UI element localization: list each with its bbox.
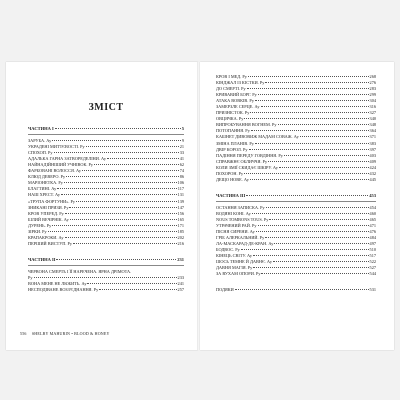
entry-title: НАШ ХРЕСТ. Ау bbox=[28, 192, 60, 198]
entry-page: 403 bbox=[369, 152, 376, 158]
leader-dots bbox=[258, 225, 369, 226]
entry-title: ШОСЬ ТЕМНЕ Й ДАВНЄ. Ау bbox=[216, 259, 272, 265]
entry-title: УКРАДЕНІ МИТТЄВОСТІ. Ру bbox=[28, 144, 85, 150]
entry-page: 41 bbox=[179, 156, 184, 162]
leader-dots bbox=[99, 289, 176, 290]
entry-page: 364 bbox=[369, 128, 376, 134]
entry-page: 33 bbox=[179, 150, 184, 156]
toc-left-column bbox=[28, 102, 184, 293]
leader-dots bbox=[251, 130, 369, 131]
entry-title: NOUS TOMBONS TOUS. Ру bbox=[216, 216, 269, 222]
right-entries-b bbox=[216, 205, 376, 278]
entry-page: 497 bbox=[369, 241, 376, 247]
entry-page: 460 bbox=[369, 210, 376, 216]
entry-page: 86 bbox=[179, 174, 184, 180]
entry-title: ВИПРОБУВАННЯ ВОГНЕМ. Ру bbox=[216, 122, 277, 128]
entry-title: БЛАГТИНІ. Ау bbox=[28, 186, 57, 192]
leader-dots bbox=[94, 164, 179, 165]
entry-page: 283 bbox=[369, 86, 376, 92]
entry-title: УТРАЧЕНИЙ РАЙ. Ру bbox=[216, 223, 257, 229]
entry-title: ВОНА МЕНЕ НЕ ЛЮБИТЬ. Ау bbox=[28, 281, 87, 287]
toc-part-1[interactable] bbox=[28, 126, 184, 132]
entry-page: 233 bbox=[177, 274, 184, 280]
entry-title: ПЕРШИЙ ВИСТУП. Ру bbox=[28, 240, 73, 246]
entry-title: ЧЕРВОНА СМЕРТЬ І ЇЇ НАРЕЧЕНА. ЯРНА ДРІМОТА. bbox=[28, 268, 132, 274]
entry-title: ЗНИКАНІ ПРИЗИ. Ру bbox=[28, 204, 69, 210]
toc-part-2[interactable] bbox=[28, 257, 184, 263]
leader-dots bbox=[248, 76, 369, 77]
entry-page: 139 bbox=[177, 198, 184, 204]
leader-dots bbox=[76, 201, 176, 202]
leader-dots bbox=[66, 176, 179, 177]
entry-page: 484 bbox=[369, 235, 376, 241]
entry-page: 165 bbox=[177, 216, 184, 222]
entry-page: 527 bbox=[369, 265, 376, 271]
leader-dots bbox=[69, 207, 176, 208]
entry-title: КАБІНЕТ ДИВОВИЖ МАДАМ СОВАЖ. Ау bbox=[216, 134, 299, 140]
entry-title: ДАВНЯ МАГІЯ. Ру bbox=[216, 265, 253, 271]
leader-dots bbox=[57, 188, 176, 189]
leader-dots bbox=[274, 243, 368, 244]
part-label: ЧАСТИНА II bbox=[28, 256, 56, 262]
entry-title: ЗАРУБА. Ау bbox=[28, 138, 52, 144]
divider bbox=[216, 201, 376, 202]
entry-page: 216 bbox=[177, 240, 184, 246]
leader-dots bbox=[86, 146, 179, 147]
leader-dots bbox=[235, 289, 369, 290]
leader-dots bbox=[265, 237, 368, 238]
divider bbox=[28, 134, 184, 135]
entry-title: ПАДІННЯ ПЕРЕДУ ГОВДІННЯ. Ру bbox=[216, 152, 283, 158]
leader-dots bbox=[268, 161, 368, 162]
entry-page: 9 bbox=[181, 138, 184, 144]
entry-title: КРАПАКРОКИ. Ау bbox=[28, 234, 64, 240]
entry-title: Ру bbox=[28, 274, 33, 280]
entry-page: 383 bbox=[369, 140, 376, 146]
entry-page: 171 bbox=[177, 222, 184, 228]
right-entries-a bbox=[216, 74, 376, 183]
part-page: 5 bbox=[181, 126, 184, 131]
toc-entry[interactable] bbox=[28, 287, 184, 293]
entry-title: КРОВ УПЕРЕД. Ру bbox=[28, 210, 64, 216]
entry-title: «ТРУПА ФОРТУНИ». Ру bbox=[28, 198, 76, 204]
entry-page: 454 bbox=[369, 204, 376, 210]
entry-page: 510 bbox=[369, 247, 376, 253]
leader-dots bbox=[48, 231, 177, 232]
entry-page: 348 bbox=[369, 122, 376, 128]
entry-page: 62 bbox=[179, 162, 184, 168]
entry-title: ПОХОРОН. Ру bbox=[216, 170, 244, 176]
entry-title: ПОДЯКИ bbox=[216, 287, 234, 293]
entry-page: 424 bbox=[369, 164, 376, 170]
leader-dots bbox=[107, 158, 179, 159]
entry-title: ЗАМЕРЗЛЕ СЕРЦЕ. Ау bbox=[216, 104, 260, 110]
entry-title: АДАЛЬКА ГАРНА ЗАТВОРЕДЕЛІНИ. Ау bbox=[28, 156, 107, 162]
entry-title: ОВЦЯЧКА. Ру bbox=[216, 116, 244, 122]
leader-dots bbox=[54, 152, 179, 153]
footer-page-number: 556 bbox=[20, 331, 27, 336]
entry-page: 471 bbox=[369, 223, 376, 229]
spacer bbox=[216, 277, 376, 287]
entry-page: 397 bbox=[369, 146, 376, 152]
entry-page: 445 bbox=[369, 176, 376, 182]
left-page bbox=[6, 62, 198, 350]
entry-page: 316 bbox=[369, 104, 376, 110]
leader-dots bbox=[87, 283, 176, 284]
entry-page: 304 bbox=[369, 98, 376, 104]
leader-dots bbox=[284, 155, 369, 156]
right-page bbox=[200, 62, 394, 350]
part-page: 231 bbox=[177, 256, 184, 262]
entry-page: 21 bbox=[179, 144, 184, 150]
entry-page: 156 bbox=[177, 210, 184, 216]
entry-title: ПІСНЯ СИРЕНИ. Ау bbox=[216, 229, 255, 235]
entry-title: КРИВАВИЙ БОРГ. Ру bbox=[216, 92, 257, 98]
leader-dots bbox=[250, 112, 368, 113]
leader-dots bbox=[55, 128, 181, 129]
entry-title: ГРІБ АЛЕРКАЛЬНИЙ. Ру bbox=[216, 235, 265, 241]
leader-dots bbox=[52, 225, 176, 226]
entry-title: БОДВОС. Ру bbox=[216, 247, 240, 253]
entry-page: 257 bbox=[177, 287, 184, 293]
toc-right-column bbox=[216, 74, 376, 294]
part-1-entries bbox=[28, 138, 184, 247]
leader-dots bbox=[256, 231, 369, 232]
footer-running-head: SHELBY MAHURIN • BLOOD & HONEY bbox=[31, 331, 110, 336]
entry-page: 74 bbox=[179, 168, 184, 174]
entry-page: 106 bbox=[177, 180, 184, 186]
leader-dots bbox=[253, 267, 368, 268]
divider bbox=[28, 265, 184, 266]
entry-page: 131 bbox=[177, 192, 184, 198]
entry-page: 544 bbox=[369, 271, 376, 277]
entry-page: 465 bbox=[369, 216, 376, 222]
entry-title: ПРИЗНІСТОК. Ру bbox=[216, 110, 250, 116]
entry-title: ДУРЕНЬ. Ру bbox=[28, 222, 52, 228]
entry-title: ЗМІНА ПЛАНІВ. Ру bbox=[216, 140, 254, 146]
leader-dots bbox=[65, 213, 177, 214]
entry-page: 432 bbox=[369, 170, 376, 176]
entry-title: ФАРБОВАНІ ВОЛОССЯ. Ау bbox=[28, 168, 82, 174]
entry-title: МАРІОНЕТКА. Ру bbox=[28, 180, 63, 186]
entry-title: ЛА-МАСКАРАД-ДЕ-КРАН. Ау bbox=[216, 241, 274, 247]
leader-dots bbox=[82, 170, 179, 171]
entry-title: ЗІРКИ. Ру bbox=[28, 228, 47, 234]
leader-dots bbox=[250, 179, 369, 180]
leader-dots bbox=[279, 167, 369, 168]
entry-page: 531 bbox=[369, 287, 376, 293]
entry-page: 202 bbox=[177, 234, 184, 240]
entry-title: КІНЕЦЬ СВІТУ. Ау bbox=[216, 253, 252, 259]
page-footer bbox=[20, 331, 110, 336]
part-2-entries bbox=[28, 269, 184, 293]
leader-dots bbox=[266, 207, 369, 208]
part-label: ЧАСТИНА І bbox=[28, 126, 54, 131]
leader-dots bbox=[244, 118, 368, 119]
part-page: 453 bbox=[369, 192, 376, 198]
leader-dots bbox=[258, 94, 369, 95]
entry-title: ВОДЯНІ КОНІ. Ау bbox=[216, 210, 251, 216]
entry-page: 327 bbox=[369, 110, 376, 116]
toc-title: ЗМІСТ bbox=[88, 102, 124, 113]
entry-title: КРОВ І МЕД. Ру bbox=[216, 74, 247, 79]
leader-dots bbox=[61, 194, 177, 195]
entry-page: 299 bbox=[369, 92, 376, 98]
entry-page: 371 bbox=[369, 134, 376, 140]
leader-dots bbox=[246, 195, 368, 196]
entry-title: ЗА ВУХАМ ОПОРИ. Ру bbox=[216, 271, 261, 277]
entry-title: НЕСПОДІВАНЕ ВОЗЗ'ЄДНАННЯ. Ру bbox=[28, 287, 99, 293]
leader-dots bbox=[255, 143, 369, 144]
entry-page: 340 bbox=[369, 116, 376, 122]
entry-title: КОЛИ ЗМІЇ СКИДАЄ ШКІРУ. Ау bbox=[216, 164, 278, 170]
leader-dots bbox=[269, 219, 368, 220]
entry-title: КЛЮД ДЕВЕРО. Ру bbox=[28, 174, 66, 180]
entry-title: ПОТОПАННЯ. Ру bbox=[216, 128, 250, 134]
entry-page: 522 bbox=[369, 259, 376, 265]
entry-page: 185 bbox=[177, 228, 184, 234]
leader-dots bbox=[249, 149, 369, 150]
leader-dots bbox=[253, 255, 369, 256]
entry-page: 241 bbox=[177, 281, 184, 287]
toc-thanks[interactable] bbox=[216, 287, 376, 293]
entry-title: ДО СМЕРТІ. Ру bbox=[216, 86, 246, 92]
leader-dots bbox=[241, 249, 369, 250]
entry-title: КІНДЖАЛ ІЗ КІСТКИ. Ру bbox=[216, 80, 265, 86]
leader-dots bbox=[56, 259, 176, 260]
entry-page: 276 bbox=[369, 80, 376, 86]
entry-title: ОСТАННЯ ЗАПИСКА. Ру bbox=[216, 204, 265, 210]
leader-dots bbox=[73, 243, 177, 244]
leader-dots bbox=[70, 219, 177, 220]
entry-page: 517 bbox=[369, 253, 376, 259]
spacer bbox=[28, 247, 184, 257]
leader-dots bbox=[273, 261, 369, 262]
entry-title: НАЙНАДІЙНІШИЙ УЧНІВОК. Ру bbox=[28, 162, 94, 168]
leader-dots bbox=[265, 82, 368, 83]
part-label: ЧАСТИНА III bbox=[216, 192, 246, 198]
entry-page: 117 bbox=[177, 186, 184, 192]
entry-page: 147 bbox=[177, 204, 184, 210]
leader-dots bbox=[255, 100, 369, 101]
leader-dots bbox=[300, 136, 369, 137]
entry-title: БІЛИЙ ВЕЧІРНІК. Ау bbox=[28, 216, 69, 222]
leader-dots bbox=[65, 237, 177, 238]
entry-title: ДВІР КОРОЛ. Ру bbox=[216, 146, 248, 152]
leader-dots bbox=[278, 124, 369, 125]
leader-dots bbox=[261, 273, 368, 274]
leader-dots bbox=[34, 277, 177, 278]
leader-dots bbox=[52, 140, 181, 141]
leader-dots bbox=[244, 173, 368, 174]
entry-page: 268 bbox=[369, 74, 376, 79]
entry-title: СПРАВЖНЄ ОБЛИЧЧЯ. Ру bbox=[216, 158, 268, 164]
toc-part-3[interactable] bbox=[216, 193, 376, 199]
leader-dots bbox=[64, 182, 177, 183]
entry-title: СПОХОП. Ру bbox=[28, 150, 53, 156]
entry-page: 409 bbox=[369, 158, 376, 164]
entry-page: 476 bbox=[369, 229, 376, 235]
leader-dots bbox=[261, 106, 369, 107]
entry-title: ДЕЩО НОВЕ. Ау bbox=[216, 176, 249, 182]
leader-dots bbox=[252, 213, 369, 214]
leader-dots bbox=[247, 88, 369, 89]
entry-title: АТАКА ВОВКІВ. Ру bbox=[216, 98, 254, 104]
spacer bbox=[216, 183, 376, 193]
